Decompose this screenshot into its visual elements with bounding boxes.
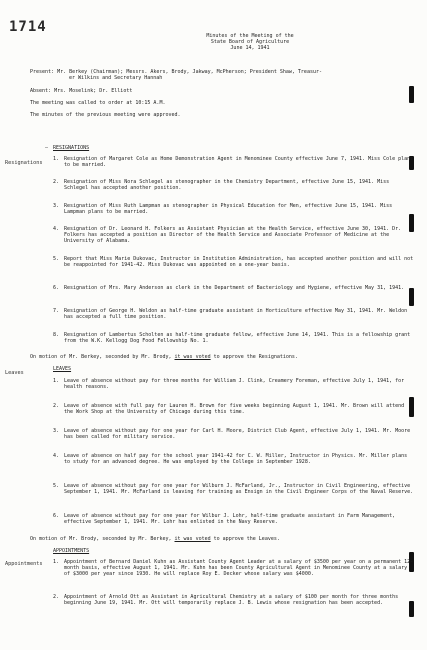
item-number: 1. (53, 378, 60, 384)
item-text: Report that Miss Marie Dukovac, Instructor in Institution Administration, has accepted another position and will not be reappointed for 1941-42. Miss Dukovac was appointed on a one-year basis. (64, 256, 414, 269)
header-line-3: June 14, 1941 (230, 45, 270, 51)
resignation-item (53, 203, 415, 215)
item-text: Leave of absence without pay for one year for Wilburn J. McFarland, Jr., Instructor in Civil Engineering, effective September 1, 1941. Mr. McFarland is leaving for training as Ensign in the Civil Engineer Corps of the Naval Reserve. (64, 483, 414, 496)
item-text: Resignation of Mrs. Mary Anderson as clerk in the Department of Bacteriology and Hygiene, effective May 31, 1941. (64, 285, 405, 291)
leave-item (53, 453, 415, 465)
item-text: Resignation of George H. Weldon as half-time graduate assistant in Horticulture effective May 31, 1941. Mr. Weldon has accepted a full time position. (64, 308, 408, 321)
resignation-item (53, 226, 415, 244)
page-number: 1714 (9, 19, 47, 35)
leave-item (53, 428, 415, 440)
header-line-2: State Board of Agriculture (210, 39, 290, 45)
leaves-motion (30, 536, 280, 542)
item-number: 7. (53, 308, 60, 314)
absent-line: Absent: Mrs. Moselink; Dr. Elliott (30, 88, 133, 94)
item-text: Leave of absence on half pay for the school year 1941-42 for C. W. Miller, Instructor in Physics. Mr. Miller plans to study for an advanced degree. He was employed by the College in September 1928. (64, 453, 408, 466)
appointment-item (53, 594, 415, 606)
leave-item (53, 403, 415, 415)
item-number: 4. (53, 453, 60, 459)
item-text: Resignation of Miss Ruth Lampman as stenographer in Physical Education for Men, effective June 15, 1941. Miss Lampman plans to be married. (64, 203, 393, 216)
item-text: Appointment of Arnold Ott as Assistant in Agricultural Chemistry at a salary of $100 per month for three months beginning June 19, 1941. Mr. Ott will temporarily replace J. B. Lewis whose resignation has been accepted. (64, 594, 399, 607)
item-number: 6. (53, 513, 60, 519)
present-line-1: Present: Mr. Berkey (Chairman); Messrs. Akers, Brody, Jakway, McPherson; President Shaw, Treasur- (30, 69, 322, 75)
item-number: 5. (53, 483, 60, 489)
motion-text: On motion of Mr. Brody, seconded by Mr. Berkey, (30, 536, 172, 542)
minutes-approved: The minutes of the previous meeting were approved. (30, 112, 181, 118)
present-line-2: er Wilkins and Secretary Hannah (69, 75, 163, 81)
appointments-title: APPOINTMENTS (53, 548, 90, 554)
item-number: 5. (53, 256, 60, 262)
resignation-item (53, 308, 415, 320)
item-text: Leave of absence without pay for three months for William J. Clink, Creamery Foreman, effective July 1, 1941, for health reasons. (64, 378, 405, 391)
leave-item (53, 513, 415, 525)
header-line-1: Minutes of the Meeting of the (206, 33, 294, 39)
appointment-item (53, 559, 415, 577)
item-text: Resignation of Margaret Cole as Home Demonstration Agent in Menominee County effective June 7, 1941. Miss Cole plans to be married. (64, 156, 414, 169)
item-text: Leave of absence without pay for one year for Carl H. Moore, District Club Agent, effective July 1, 1941. Mr. Moore has been called for military service. (64, 428, 411, 441)
side-label-leaves: Leaves (5, 370, 24, 376)
item-number: 3. (53, 428, 60, 434)
resignations-motion (30, 354, 298, 360)
side-label-appointments: Appointments (5, 561, 43, 567)
item-number: 3. (53, 203, 60, 209)
motion-text: to approve the Resignations. (213, 354, 298, 360)
item-text: Resignation of Dr. Leonard H. Folkers as Assistant Physician at the Health Service, effective June 30, 1941. Dr. Folkers has accepted a position as Director of the Health Service and Associate Professor of Medicine at the University of Alabama. (64, 226, 402, 245)
item-text: Leave of absence without pay for one year for Wilbur J. Lohr, half-time graduate assistant in Farm Management, effective September 1, 1941. Mr. Lohr has enlisted in the Navy Reserve. (64, 513, 396, 526)
item-text: Appointment of Bernard Daniel Kuhn as Assistant County Agent Leader at a salary of $3500 per year on a permanent 12-month basis, effective August 1, 1941. Mr. Kuhn has been County Agricultural Agent in Menominee County at a salary of $3000 per year since 1930. He will replace Roy E. Decker whose salary was $4000. (64, 559, 414, 578)
leaves-title: LEAVES (53, 366, 72, 372)
resignations-title: RESIGNATIONS (53, 145, 90, 151)
item-text: Resignation of Lambertus Scholten as half-time graduate fellow, effective June 14, 1941. This is a fellowship grant from the W.K. Kellogg Dog Food Fellowship No. 1. (64, 332, 411, 345)
motion-text: On motion of Mr. Berkey, seconded by Mr. Brody, (30, 354, 172, 360)
item-number: 8. (53, 332, 60, 338)
motion-voted: it was voted (174, 536, 211, 542)
item-number: 2. (53, 594, 60, 600)
called-to-order: The meeting was called to order at 10:15 A.M. (30, 100, 166, 106)
motion-voted: it was voted (174, 354, 211, 360)
resignation-item (53, 156, 415, 168)
motion-text: to approve the Leaves. (213, 536, 280, 542)
resignation-item (53, 285, 415, 291)
leave-item (53, 483, 415, 495)
resignation-item (53, 179, 415, 191)
resignation-item (53, 256, 415, 268)
side-label-resignations: Resignations (5, 160, 43, 166)
leave-item (53, 378, 415, 390)
item-number: 2. (53, 403, 60, 409)
section-dash: – (45, 145, 49, 151)
item-number: 1. (53, 559, 60, 565)
item-number: 6. (53, 285, 60, 291)
item-text: Resignation of Miss Nora Schlegel as stenographer in the Chemistry Department, effective June 15, 1941. Miss Schlegel has accepted another position. (64, 179, 390, 192)
item-text: Leave of absence with full pay for Lauren H. Brown for five weeks beginning August 1, 1941. Mr. Brown will attend the Work Shop at the University of Chicago during this time. (64, 403, 405, 416)
item-number: 2. (53, 179, 60, 185)
margin-bar (409, 86, 414, 103)
item-number: 4. (53, 226, 60, 232)
item-number: 1. (53, 156, 60, 162)
resignation-item (53, 332, 415, 344)
